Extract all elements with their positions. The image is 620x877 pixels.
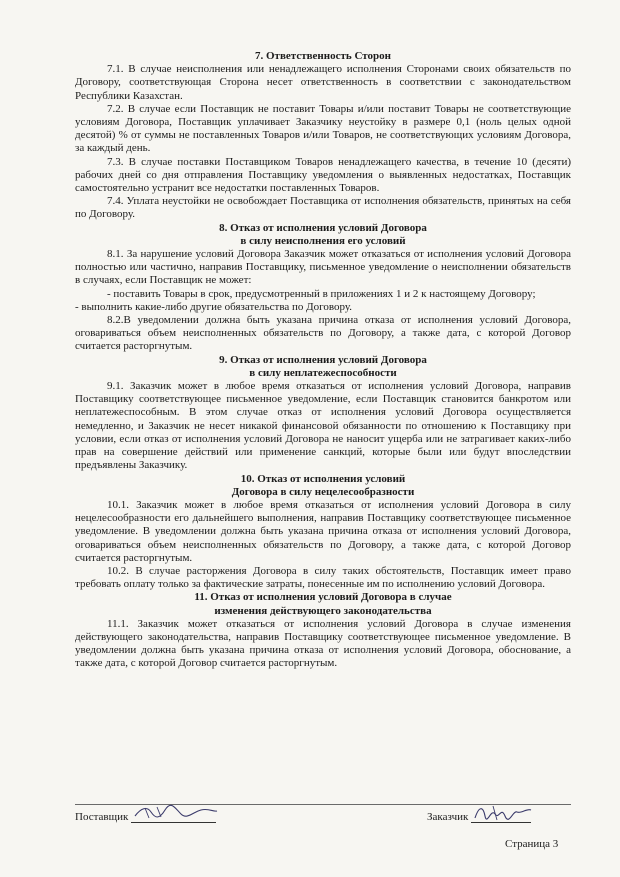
paragraph-7-1: 7.1. В случае неисполнения или ненадлежащего исполнения Сторонами своих обязательств по Договору, соответствующая Сторона несет ответственность в соответствии с законодательством Республики Казахстан. xyxy=(75,63,571,102)
paragraph-7-2: 7.2. В случае если Поставщик не поставит Товары и/или поставит Товары не соответствующие условиям Договора, Поставщик уплачивает Заказчику неустойку в размере 0,1 (ноль целых одной десятой) % от суммы не поставленных Товаров и/или Товаров, не соответствующих условиям Договора, за каждый день. xyxy=(75,102,571,155)
supplier-signature xyxy=(131,810,216,823)
section-9-subheading: в силу неплатежеспособности xyxy=(249,366,397,379)
paragraph-8-1: 8.1. За нарушение условий Договора Заказчик может отказаться от исполнения условий Договора полностью или частично, направив Поставщику, письменное уведомление о неисполнении обязательств в случаях, если Поставщик не может: xyxy=(75,248,571,287)
supplier-signature-block xyxy=(75,810,216,823)
customer-signature-block xyxy=(427,810,531,823)
section-8-heading: 8. Отказ от исполнения условий Договора xyxy=(219,221,427,234)
signature-icon xyxy=(471,802,535,824)
section-10-subheading: Договора в силу нецелесообразности xyxy=(231,485,415,498)
section-11-heading: 11. Отказ от исполнения условий Договора в случае xyxy=(194,591,452,604)
section-11-subheading: изменения действующего законодательства xyxy=(214,604,432,617)
paragraph-8-2: 8.2.В уведомлении должна быть указана причина отказа от исполнения условий Договора, оговариваться объем неисполненных обязательств по Договору, а также дата, с которой Договор считается расторгнутым. xyxy=(75,314,571,353)
paragraph-10-2: 10.2. В случае расторжения Договора в силу таких обстоятельств, Поставщик имеет право требовать оплату только за фактические затраты, понесенные им по исполнению условий Договора. xyxy=(75,564,571,591)
paragraph-9-1: 9.1. Заказчик может в любое время отказаться от исполнения условий Договора, направив Поставщику соответствующее письменное уведомление, если Поставщик становится банкротом или неплатежеспособным. В этом случае отказ от исполнения условий Договора осуществляется немедленно, и Заказчик не несет никакой финансовой обязанности по отношению к Поставщику при условии, если отказ от исполнения условий Договора не наносит ущерба или не затрагивает каких-либо прав на совершение действий или применение санкций, которые были или будут впоследствии предъявлены Заказчику. xyxy=(75,380,571,472)
customer-label: Заказчик xyxy=(427,811,469,823)
section-10-heading: 10. Отказ от исполнения условий xyxy=(240,472,406,485)
paragraph-10-1: 10.1. Заказчик может в любое время отказаться от исполнения условий Договора в силу нецелесообразности его дальнейшего выполнения, направив Поставщику соответствующее письменное уведомление. В уведомлении должна быть указана причина отказа от исполнения условий Договора, оговариваться объем неисполненных обязательств по Договору, а также дата, с которой Договор считается расторгнутым. xyxy=(75,498,571,564)
supplier-label: Поставщик xyxy=(75,811,129,823)
bullet-8-1-a: - поставить Товары в срок, предусмотренный в приложениях 1 и 2 к настоящему Договору; xyxy=(107,287,536,300)
paragraph-11-1: 11.1. Заказчик может отказаться от исполнения условий Договора в случае изменения действующего законодательства, направив Поставщику соответствующее письменное уведомление. В уведомлении должна быть указана причина отказа от исполнения условий Договора, обоснование, а также дата, с которой Договор считается расторгнутым. xyxy=(75,617,571,670)
bullet-8-1-b: - выполнить какие-либо другие обязательства по Договору. xyxy=(75,300,353,313)
paragraph-7-4: 7.4. Уплата неустойки не освобождает Поставщика от исполнения обязательств, принятых на себя по Договору. xyxy=(75,195,571,221)
document-body xyxy=(75,50,571,671)
section-7-heading: 7. Ответственность Сторон xyxy=(255,50,391,62)
customer-signature xyxy=(471,810,531,823)
paragraph-7-3: 7.3. В случае поставки Поставщиком Товаров ненадлежащего качества, в течение 10 (десяти) рабочих дней со дня отправления Поставщику уведомления о выявленных недостатках, Поставщик самостоятельно устранит все недостатки поставленных Товаров. xyxy=(75,155,571,195)
section-8-subheading: в силу неисполнения его условий xyxy=(240,234,406,247)
page-number: Страница 3 xyxy=(505,838,559,850)
section-9-heading: 9. Отказ от исполнения условий Договора xyxy=(219,353,427,366)
signature-icon xyxy=(131,802,221,824)
